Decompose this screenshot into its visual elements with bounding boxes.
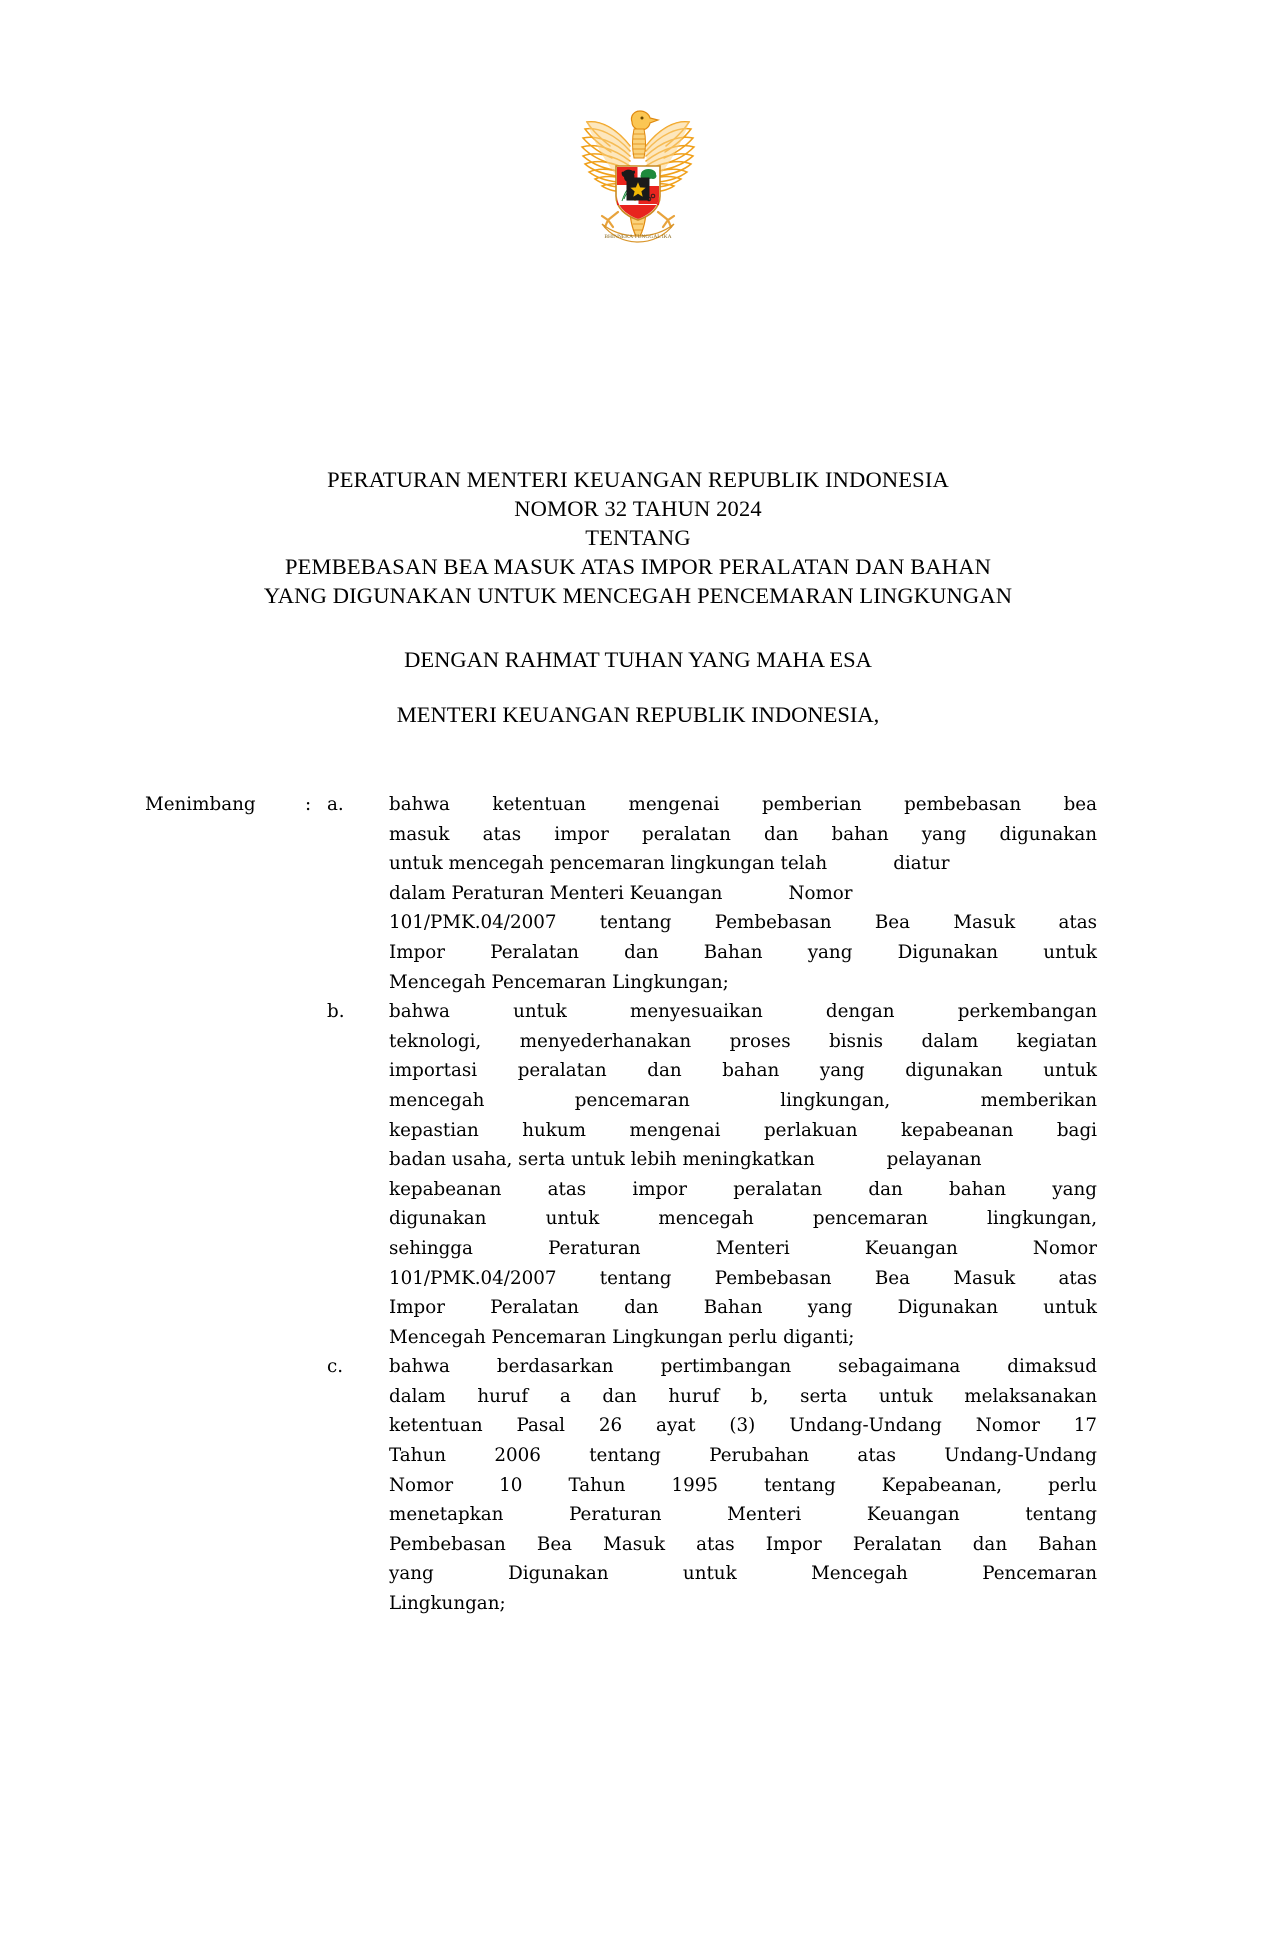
considerans-item bbox=[327, 1352, 1097, 1618]
menimbang-colon: : bbox=[305, 794, 312, 815]
text-line: bahwa ketentuan mengenai pemberian pembebasan bea bbox=[389, 794, 1097, 815]
menteri-keuangan-line: MENTERI KEUANGAN REPUBLIK INDONESIA, bbox=[396, 702, 880, 727]
considerans-item-text bbox=[389, 997, 1097, 1352]
considerans-item-list bbox=[327, 790, 1097, 1619]
text-line: menetapkan Peraturan Menteri Keuangan tentang bbox=[389, 1504, 1097, 1526]
considerans-item-marker: c. bbox=[327, 1356, 344, 1378]
title-line-3-tentang: TENTANG bbox=[585, 525, 691, 550]
text-line: Lingkungan; bbox=[389, 1593, 506, 1615]
title-line-1: PERATURAN MENTERI KEUANGAN REPUBLIK INDONESIA bbox=[327, 467, 949, 492]
considerans-item bbox=[327, 997, 1097, 1352]
text-line: 101/PMK.04/2007 tentang Pembebasan Bea Masuk atas bbox=[389, 912, 1097, 934]
text-line: untuk mencegah pencemaran lingkungan telah diatur bbox=[389, 853, 950, 875]
garuda-pancasila-emblem bbox=[572, 100, 704, 250]
text-line: bahwa berdasarkan pertimbangan sebagaimana dimaksud bbox=[389, 1356, 1097, 1378]
text-line: Tahun 2006 tentang Perubahan atas Undang-Undang bbox=[389, 1445, 1097, 1467]
document-title bbox=[0, 465, 1276, 610]
pancasila-shield bbox=[616, 166, 660, 220]
title-line-2-nomor: NOMOR 32 TAHUN 2024 bbox=[514, 496, 762, 521]
text-line: sehingga Peraturan Menteri Keuangan Nomor bbox=[389, 1237, 1097, 1259]
text-line: Mencegah Pencemaran Lingkungan; bbox=[389, 971, 729, 993]
considerans-item-marker: a. bbox=[327, 794, 344, 815]
considerans-row bbox=[0, 790, 1276, 1619]
text-line: mencegah pencemaran lingkungan, memberikan bbox=[389, 1089, 1097, 1111]
text-line: kepastian hukum mengenai perlakuan kepabeanan bagi bbox=[389, 1119, 1097, 1141]
text-line: bahwa untuk menyesuaikan dengan perkembangan bbox=[389, 1001, 1097, 1023]
title-line-5: YANG DIGUNAKAN UNTUK MENCEGAH PENCEMARAN LINGKUNGAN bbox=[263, 583, 1013, 608]
title-line-4: PEMBEBASAN BEA MASUK ATAS IMPOR PERALATAN DAN BAHAN bbox=[284, 554, 992, 579]
svg-text:BHINNEKA TUNGGAL IKA: BHINNEKA TUNGGAL IKA bbox=[604, 234, 672, 240]
text-line: Mencegah Pencemaran Lingkungan perlu diganti; bbox=[389, 1326, 855, 1348]
emblem-container bbox=[0, 100, 1276, 255]
dengan-rahmat-line: DENGAN RAHMAT TUHAN YANG MAHA ESA bbox=[404, 647, 872, 672]
text-line: Impor Peralatan dan Bahan yang Digunakan untuk bbox=[389, 1297, 1097, 1319]
text-line: importasi peralatan dan bahan yang digunakan untuk bbox=[389, 1060, 1097, 1082]
considerans-item bbox=[327, 790, 1097, 997]
menimbang-label: Menimbang bbox=[145, 794, 256, 815]
text-line: teknologi, menyederhanakan proses bisnis dalam kegiatan bbox=[389, 1030, 1097, 1052]
text-line: dalam Peraturan Menteri Keuangan Nomor bbox=[389, 882, 853, 904]
text-line: dalam huruf a dan huruf b, serta untuk melaksanakan bbox=[389, 1385, 1097, 1407]
considerans-item-marker: b. bbox=[327, 1001, 345, 1023]
text-line: 101/PMK.04/2007 tentang Pembebasan Bea Masuk atas bbox=[389, 1267, 1097, 1289]
text-line: digunakan untuk mencegah pencemaran lingkungan, bbox=[389, 1208, 1097, 1230]
text-line: masuk atas impor peralatan dan bahan yang digunakan bbox=[389, 823, 1097, 845]
text-line: ketentuan Pasal 26 ayat (3) Undang-Undang Nomor 17 bbox=[389, 1415, 1097, 1437]
text-line: badan usaha, serta untuk lebih meningkatkan pelayanan bbox=[389, 1149, 982, 1171]
considerans-item-text bbox=[389, 790, 1097, 997]
considerans-item-text bbox=[389, 1352, 1097, 1618]
text-line: kepabeanan atas impor peralatan dan bahan yang bbox=[389, 1178, 1097, 1200]
considerans-section bbox=[0, 790, 1276, 1619]
text-line: yang Digunakan untuk Mencegah Pencemaran bbox=[389, 1563, 1097, 1585]
text-line: Impor Peralatan dan Bahan yang Digunakan untuk bbox=[389, 941, 1097, 963]
text-line: Pembebasan Bea Masuk atas Impor Peralatan dan Bahan bbox=[389, 1533, 1097, 1555]
garuda-head bbox=[631, 111, 658, 130]
text-line: Nomor 10 Tahun 1995 tentang Kepabeanan, perlu bbox=[389, 1474, 1097, 1496]
